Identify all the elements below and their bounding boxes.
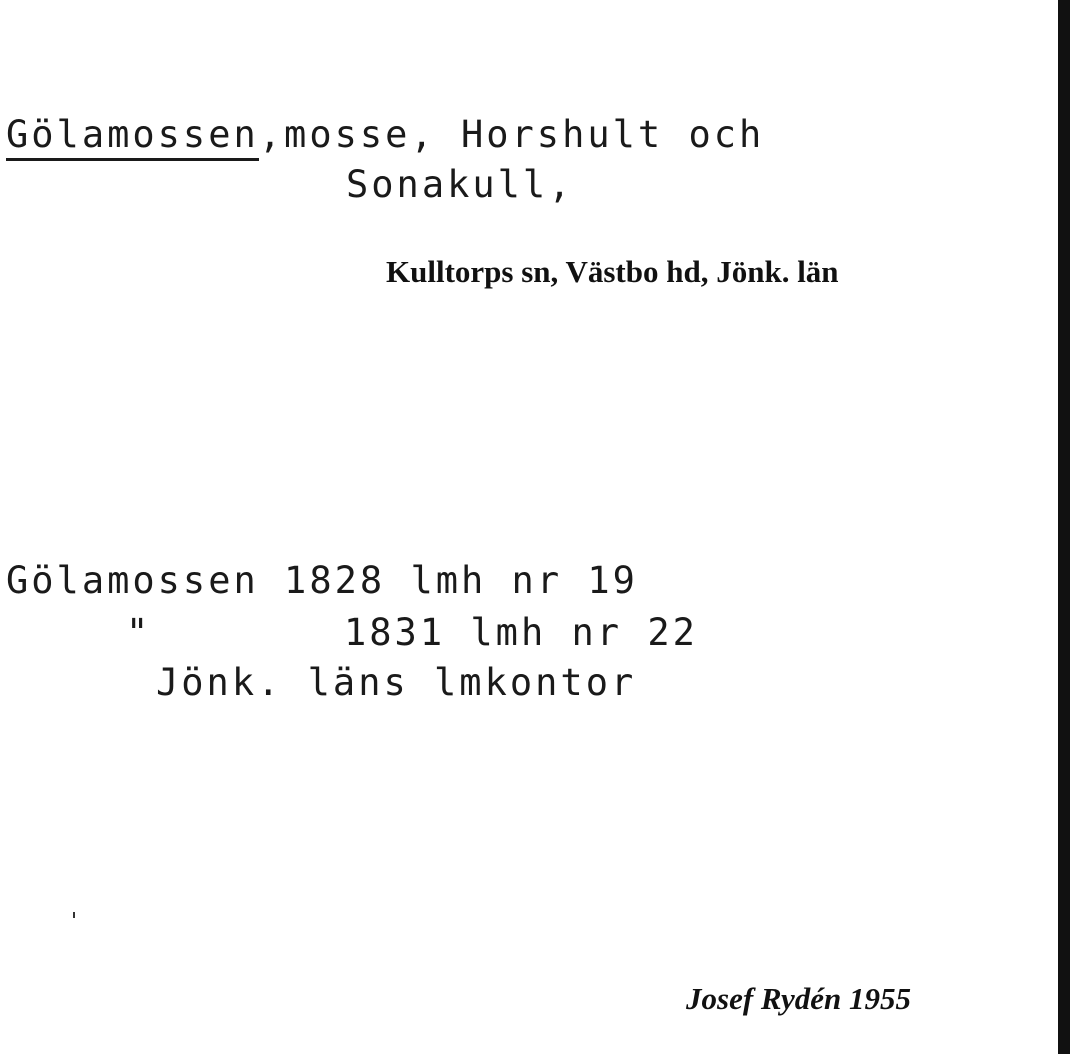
location-line: Kulltorps sn, Västbo hd, Jönk. län (386, 254, 839, 289)
source-name: Gölamossen (6, 559, 259, 602)
source-year: 1828 (284, 559, 386, 602)
entry-line-2: Sonakull, (346, 163, 574, 206)
entry-description-1: ,mosse, Horshult och (258, 113, 765, 156)
source-row-2 (6, 611, 698, 654)
entry-line-1 (6, 113, 765, 156)
source-ref: lmh nr 22 (470, 611, 698, 654)
author-signature: Josef Rydén 1955 (686, 981, 912, 1016)
source-ref: lmh nr 19 (410, 559, 638, 602)
source-row-1 (6, 559, 638, 602)
archive-line: Jönk. läns lmkontor (156, 661, 637, 704)
headword: Gölamossen (6, 113, 259, 161)
ditto-mark: " (126, 611, 152, 654)
source-year: 1831 (344, 611, 446, 654)
paper-speck (73, 912, 75, 918)
card-edge-bar (1058, 0, 1070, 1054)
